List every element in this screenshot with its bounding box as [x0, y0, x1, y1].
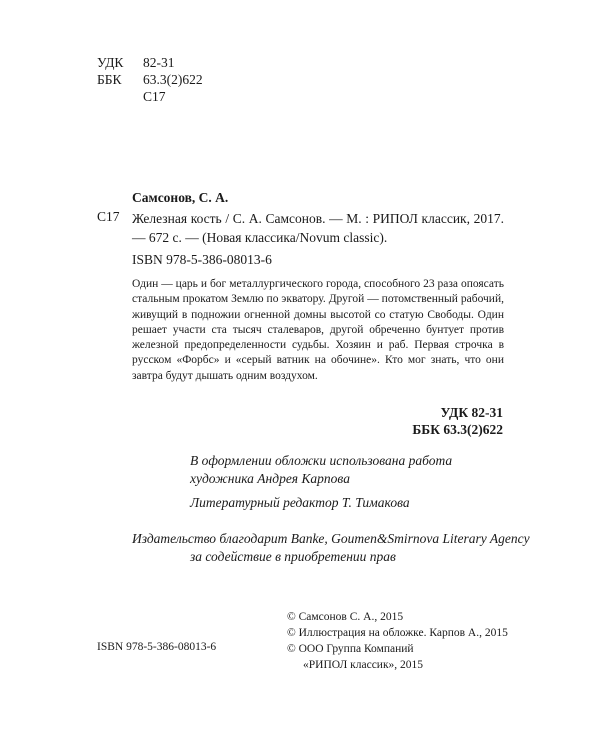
- udc-right-bbk: ББК 63.3(2)622: [412, 422, 503, 437]
- bbk-row: [97, 71, 203, 88]
- udc-key: УДК: [97, 55, 124, 70]
- copyright-author: © Самсонов С. А., 2015: [287, 611, 404, 623]
- copyright-illustration: © Иллюстрация на обложке. Карпов А., 2015: [287, 627, 508, 639]
- copyright-publisher: © ООО Группа Компаний: [287, 643, 414, 655]
- udc-right-block: [412, 404, 503, 438]
- udc-block: [97, 54, 203, 105]
- abstract-text: Один — царь и бог металлургического города, способного 23 раза опоясать стальным прокатом Землю по экватору. Другой — потомственный рабочий, живущий в подножии огненной домны высотой со статую Свободы. Один решает участи ста тысяч сталеваров, другой обреченно бунтует против железной предопределенности судьбы. Хозяин и раб. Первая строчка в русском «Форбс» и «серый ватник на обочине». Кто мог знать, что они завтра будут дышать одним воздухом.: [132, 278, 504, 382]
- editor-note: Литературный редактор Т. Тимакова: [190, 495, 410, 510]
- cover-note-line2: художника Андрея Карпова: [190, 471, 350, 486]
- udc-right-udc: УДК 82-31: [440, 405, 503, 420]
- author-mark-key: [97, 88, 143, 105]
- copyright-publisher-name: «РИПОЛ классик», 2015: [303, 659, 424, 671]
- bbk-value: 63.3(2)622: [143, 72, 203, 87]
- copyright-block: [287, 609, 508, 673]
- udc-row: [97, 54, 203, 71]
- thanks-note-line1: Издательство благодарит Banke, Goumen&Smirnova Literary Agency: [132, 531, 530, 546]
- cover-note: [190, 452, 452, 488]
- isbn-top: ISBN 978-5-386-08013-6: [132, 252, 272, 267]
- catalog-mark: С17: [97, 209, 120, 224]
- bibliographic-entry: Железная кость / С. А. Самсонов. — М. : РИПОЛ классик, 2017. — 672 с. — (Новая классика/Novum classic).: [132, 211, 504, 245]
- bbk-key: ББК: [97, 72, 122, 87]
- author-line: Самсонов, С. А.: [132, 190, 229, 205]
- cover-note-line1: В оформлении обложки использована работа: [190, 453, 453, 468]
- thanks-note-line2: за содействие в приобретении прав: [190, 549, 396, 564]
- book-abstract: [132, 277, 504, 384]
- author-mark-row: [97, 88, 203, 105]
- udc-value: 82-31: [143, 55, 175, 70]
- thanks-note: [132, 530, 532, 566]
- author-mark-value: С17: [143, 89, 166, 104]
- isbn-bottom: ISBN 978-5-386-08013-6: [97, 641, 217, 653]
